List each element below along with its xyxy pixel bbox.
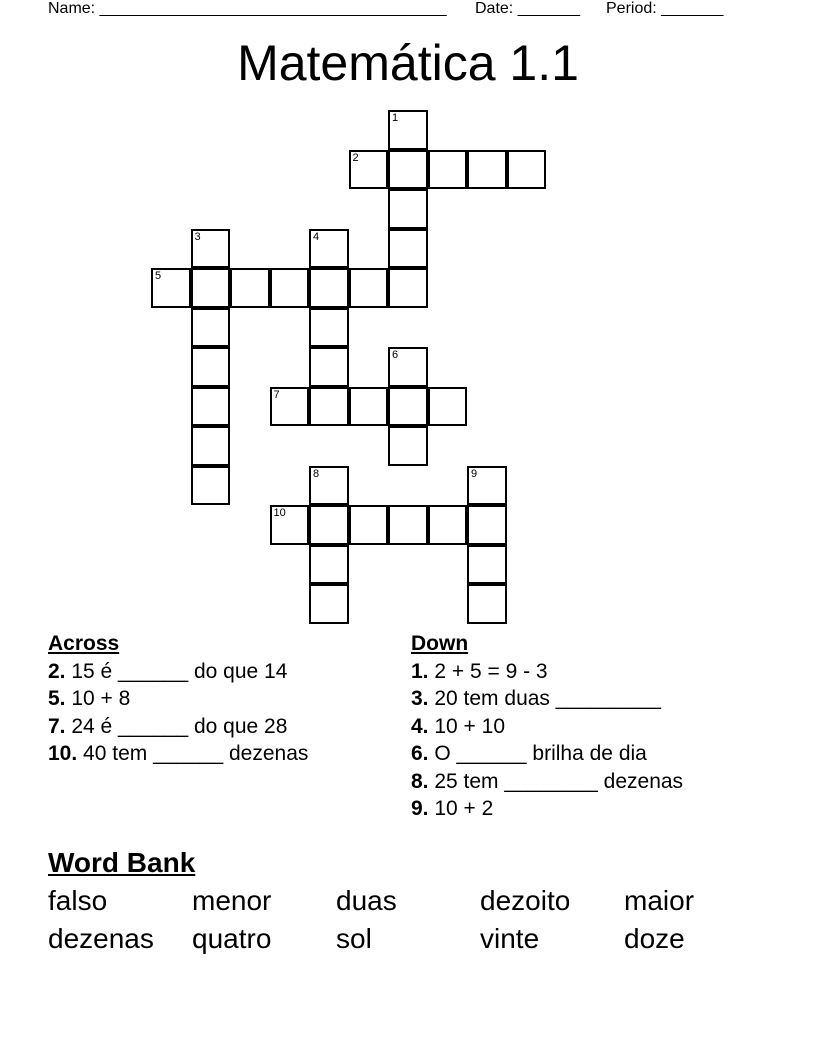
crossword-cell[interactable]: [309, 347, 349, 387]
cell-number: 6: [392, 349, 399, 361]
crossword-cell[interactable]: [428, 505, 468, 545]
crossword-cell[interactable]: [388, 189, 428, 229]
crossword-cell[interactable]: [349, 505, 389, 545]
cell-number: 2: [352, 151, 359, 164]
crossword-cell[interactable]: [388, 229, 428, 269]
word-bank-item: falso: [48, 885, 108, 916]
crossword-cell[interactable]: [191, 308, 231, 348]
crossword-cell[interactable]: [388, 268, 428, 308]
word-bank-item: doze: [624, 923, 685, 954]
cell-number: 7: [273, 388, 280, 401]
cell-number: 3: [194, 230, 201, 243]
crossword-cell[interactable]: [428, 387, 468, 427]
clue-down-9: 9. 10 + 2: [411, 797, 494, 820]
crossword-cell[interactable]: [309, 308, 349, 348]
clue-down-3: 3. 20 tem duas _________: [411, 687, 661, 710]
cell-number: 10: [273, 507, 286, 519]
crossword-cell[interactable]: [309, 229, 349, 269]
crossword-cell[interactable]: [388, 387, 428, 427]
crossword-cell[interactable]: [467, 545, 507, 585]
word-bank-title: Word Bank: [48, 847, 196, 878]
crossword-cell[interactable]: [349, 150, 389, 190]
crossword-cell[interactable]: [467, 505, 507, 545]
word-bank-item: dezenas: [48, 923, 154, 954]
crossword-cell[interactable]: [467, 466, 507, 506]
crossword-cell[interactable]: [191, 426, 231, 466]
page-title: Matemática 1.1: [237, 35, 579, 91]
crossword-cell[interactable]: [309, 466, 349, 506]
crossword-cell[interactable]: [507, 150, 547, 190]
crossword-cell[interactable]: [388, 505, 428, 545]
word-bank-item: menor: [192, 885, 272, 916]
crossword-cell[interactable]: [270, 268, 310, 308]
crossword-cell[interactable]: [191, 387, 231, 427]
crossword-cell[interactable]: [309, 584, 349, 624]
crossword-cell[interactable]: [388, 426, 428, 466]
word-bank-item: quatro: [192, 923, 272, 954]
crossword-cell[interactable]: [309, 505, 349, 545]
crossword-cell[interactable]: [388, 110, 428, 150]
clue-across-2: 2. 15 é ______ do que 14: [48, 659, 288, 683]
name-field[interactable]: Name: _______________________________________: [48, 0, 447, 17]
cell-number: 4: [313, 230, 320, 243]
period-field[interactable]: Period: _______: [606, 0, 724, 17]
date-field[interactable]: Date: _______: [475, 0, 580, 17]
crossword-cell[interactable]: [309, 545, 349, 585]
clue-down-1: 1. 2 + 5 = 9 - 3: [411, 659, 548, 683]
crossword-cell[interactable]: [270, 387, 310, 427]
clue-down-6: 6. O ______ brilha de dia: [411, 742, 647, 765]
cell-number: 9: [471, 467, 478, 480]
clue-down-8: 8. 25 tem ________ dezenas: [411, 769, 684, 793]
across-clues: [48, 630, 308, 768]
word-bank-item: sol: [336, 923, 372, 954]
down-heading: Down: [411, 632, 469, 655]
crossword-cell[interactable]: [349, 268, 389, 308]
clue-across-5: 5. 10 + 8: [48, 687, 131, 710]
crossword-cell[interactable]: [428, 150, 468, 190]
word-bank-item: maior: [624, 885, 695, 916]
word-bank-item: duas: [336, 885, 397, 916]
clue-across-10: 10. 40 tem ______ dezenas: [48, 742, 309, 765]
crossword-cell[interactable]: [230, 268, 270, 308]
crossword-cell[interactable]: [388, 150, 428, 190]
cell-number: 5: [155, 270, 162, 282]
clue-across-7: 7. 24 é ______ do que 28: [48, 714, 288, 738]
crossword-cell[interactable]: [467, 584, 507, 624]
crossword-cell[interactable]: [467, 150, 507, 190]
crossword-cell[interactable]: [191, 229, 231, 269]
crossword-cell[interactable]: [388, 347, 428, 387]
crossword-cell[interactable]: [191, 466, 231, 506]
down-clues: [411, 630, 683, 823]
crossword-cell[interactable]: [349, 387, 389, 427]
cell-number: 8: [313, 467, 320, 480]
crossword-cell[interactable]: [309, 268, 349, 308]
crossword-cell[interactable]: [191, 268, 231, 308]
across-heading: Across: [48, 632, 120, 655]
word-bank-item: vinte: [480, 923, 540, 954]
crossword-cell[interactable]: [151, 268, 191, 308]
word-bank-item: dezoito: [480, 885, 571, 916]
crossword-cell[interactable]: [309, 387, 349, 427]
clue-down-4: 4. 10 + 10: [411, 714, 505, 738]
crossword-cell[interactable]: [270, 505, 310, 545]
crossword-cell[interactable]: [191, 347, 231, 387]
cell-number: 1: [392, 112, 399, 124]
